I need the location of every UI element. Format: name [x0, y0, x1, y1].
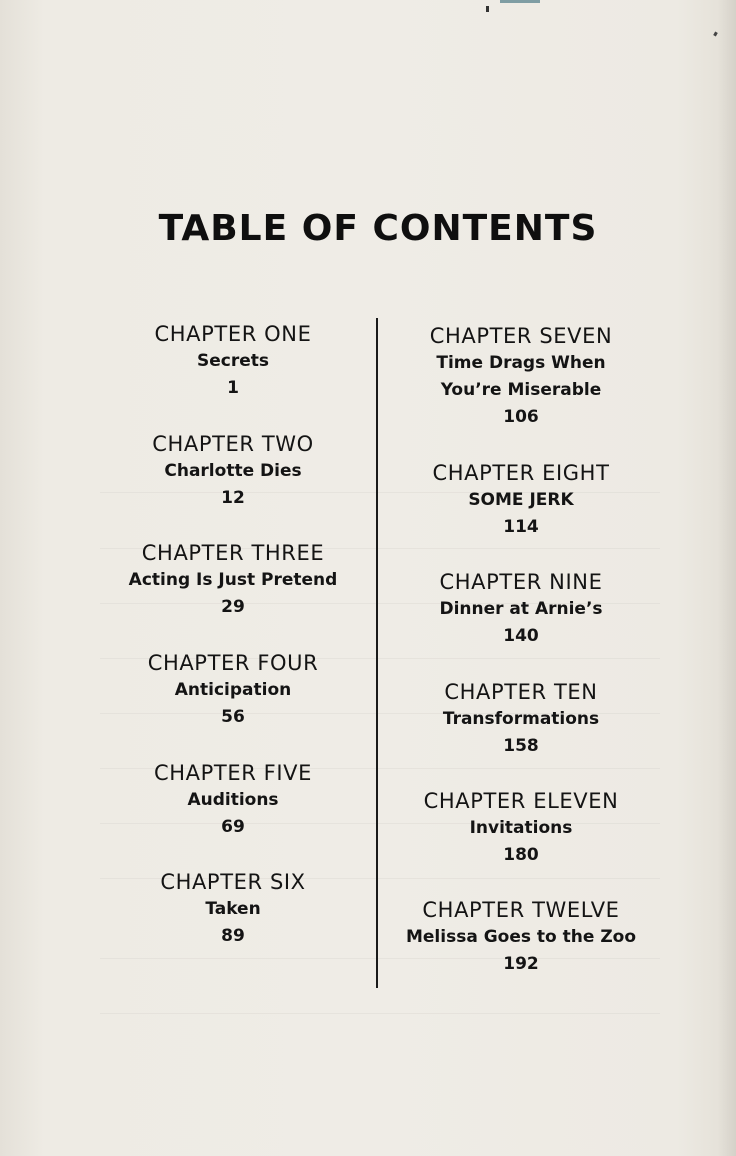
- chapter-number: CHAPTER NINE: [439, 570, 603, 594]
- chapter-page-number: 56: [221, 707, 245, 727]
- chapter-number: CHAPTER ELEVEN: [423, 789, 619, 813]
- toc-entry: [371, 678, 671, 760]
- toc-entry: [83, 539, 383, 621]
- chapter-title-line: You’re Miserable: [440, 380, 602, 400]
- ink-mark: [486, 6, 489, 12]
- chapter-title: Transformations: [442, 709, 600, 729]
- toc-entry: [371, 568, 671, 650]
- chapter-number: CHAPTER TEN: [444, 680, 598, 704]
- chapter-title: Anticipation: [174, 680, 292, 700]
- chapter-title: Invitations: [469, 818, 573, 838]
- chapter-number: CHAPTER SEVEN: [429, 324, 613, 348]
- toc-entry: [371, 787, 671, 869]
- chapter-title: Dinner at Arnie’s: [439, 599, 603, 619]
- chapter-number: CHAPTER SIX: [160, 870, 306, 894]
- toc-entry: [83, 759, 383, 841]
- bleed-through-line: [100, 1013, 660, 1014]
- toc-entry: [83, 430, 383, 512]
- chapter-number: CHAPTER FOUR: [147, 651, 319, 675]
- chapter-page-number: 12: [221, 488, 245, 508]
- chapter-page-number: 1: [227, 378, 239, 398]
- chapter-title: Acting Is Just Pretend: [128, 570, 338, 590]
- page-title: TABLE OF CONTENTS: [158, 208, 598, 249]
- chapter-number: CHAPTER FIVE: [154, 761, 312, 785]
- chapter-page-number: 69: [221, 817, 245, 837]
- toc-entry: [83, 868, 383, 950]
- chapter-page-number: 192: [503, 954, 539, 974]
- page-edge-shadow: [718, 0, 736, 1156]
- chapter-page-number: 114: [503, 517, 539, 537]
- chapter-title: Charlotte Dies: [164, 461, 302, 481]
- toc-entry: [371, 322, 671, 431]
- chapter-number: CHAPTER ONE: [154, 322, 312, 346]
- chapter-page-number: 180: [503, 845, 539, 865]
- chapter-title-line: Time Drags When: [436, 353, 606, 373]
- chapter-page-number: 89: [221, 926, 245, 946]
- page-top-tab: [500, 0, 540, 3]
- toc-entry: [371, 896, 671, 978]
- chapter-number: CHAPTER TWELVE: [422, 898, 620, 922]
- chapter-title: Auditions: [187, 790, 279, 810]
- chapter-title: Taken: [205, 899, 261, 919]
- toc-entry: [371, 459, 671, 541]
- chapter-page-number: 158: [503, 736, 539, 756]
- chapter-page-number: 140: [503, 626, 539, 646]
- chapter-title: Secrets: [196, 351, 269, 371]
- toc-entry: [83, 649, 383, 731]
- chapter-page-number: 106: [503, 407, 539, 427]
- chapter-number: CHAPTER TWO: [152, 432, 314, 456]
- chapter-title: SOME JERK: [468, 490, 574, 510]
- toc-entry: [83, 320, 383, 402]
- chapter-page-number: 29: [221, 597, 245, 617]
- chapter-number: CHAPTER EIGHT: [432, 461, 610, 485]
- chapter-title: Melissa Goes to the Zoo: [405, 927, 636, 947]
- chapter-number: CHAPTER THREE: [141, 541, 325, 565]
